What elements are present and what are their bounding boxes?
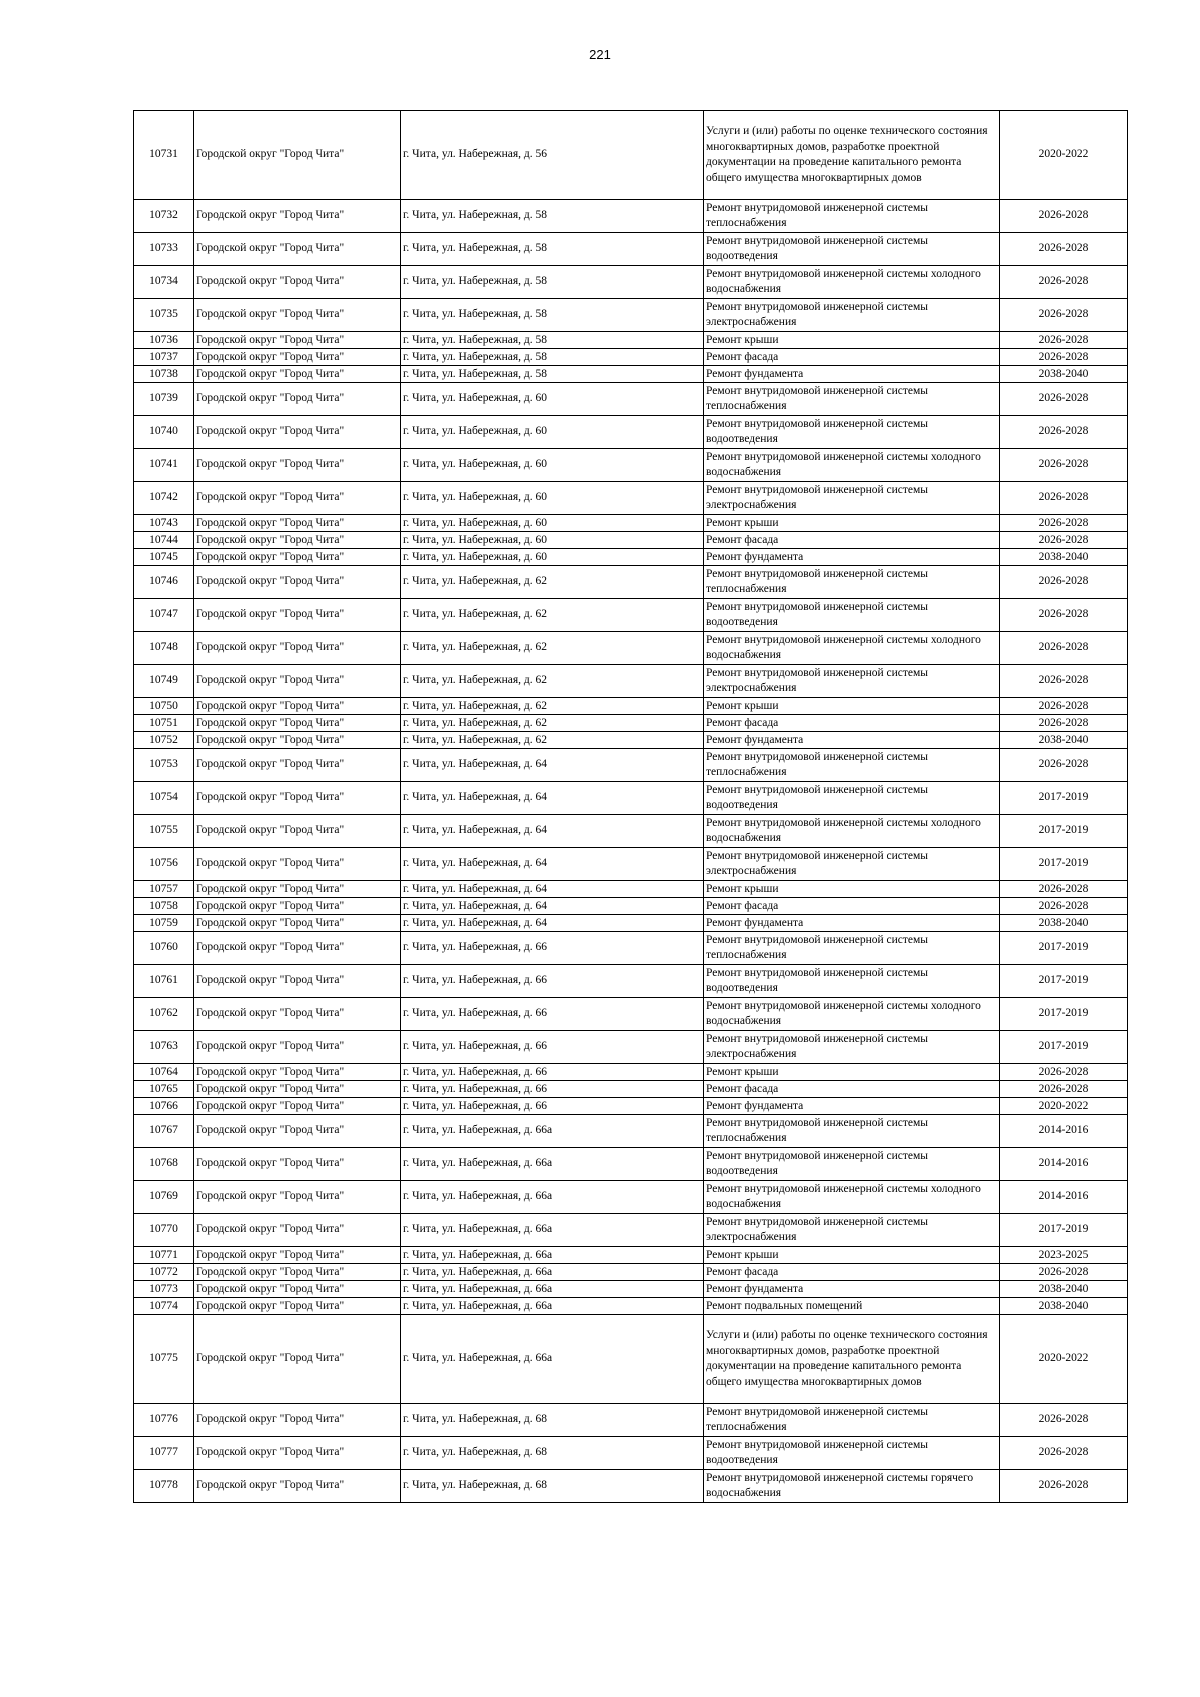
row-number-cell: 10761 (134, 965, 194, 998)
address-cell: г. Чита, ул. Набережная, д. 66а (401, 1298, 704, 1315)
work-type-cell: Ремонт фундамента (704, 1098, 1000, 1115)
row-number-cell: 10770 (134, 1214, 194, 1247)
table-row (134, 1181, 1128, 1214)
municipality-cell: Городской округ "Город Чита" (194, 549, 401, 566)
municipality-cell: Городской округ "Город Чита" (194, 200, 401, 233)
municipality-cell: Городской округ "Город Чита" (194, 1148, 401, 1181)
address-cell: г. Чита, ул. Набережная, д. 62 (401, 732, 704, 749)
period-cell: 2017-2019 (1000, 965, 1128, 998)
table-row (134, 366, 1128, 383)
address-cell: г. Чита, ул. Набережная, д. 64 (401, 898, 704, 915)
period-cell: 2038-2040 (1000, 366, 1128, 383)
period-cell: 2026-2028 (1000, 482, 1128, 515)
address-cell: г. Чита, ул. Набережная, д. 58 (401, 299, 704, 332)
municipality-cell: Городской округ "Город Чита" (194, 1064, 401, 1081)
period-cell: 2038-2040 (1000, 732, 1128, 749)
table-row (134, 383, 1128, 416)
row-number-cell: 10754 (134, 782, 194, 815)
period-cell: 2017-2019 (1000, 932, 1128, 965)
table-row (134, 515, 1128, 532)
address-cell: г. Чита, ул. Набережная, д. 68 (401, 1404, 704, 1437)
table-row (134, 299, 1128, 332)
table-row (134, 732, 1128, 749)
municipality-cell: Городской округ "Город Чита" (194, 332, 401, 349)
address-cell: г. Чита, ул. Набережная, д. 66 (401, 1064, 704, 1081)
work-type-cell: Ремонт крыши (704, 698, 1000, 715)
municipality-cell: Городской округ "Город Чита" (194, 1264, 401, 1281)
row-number-cell: 10758 (134, 898, 194, 915)
work-type-cell: Ремонт фасада (704, 532, 1000, 549)
work-type-cell: Ремонт внутридомовой инженерной системы теплоснабжения (704, 932, 1000, 965)
municipality-cell: Городской округ "Город Чита" (194, 965, 401, 998)
municipality-cell: Городской округ "Город Чита" (194, 1181, 401, 1214)
work-type-cell: Ремонт фасада (704, 349, 1000, 366)
table-row (134, 1115, 1128, 1148)
work-type-cell: Ремонт подвальных помещений (704, 1298, 1000, 1315)
municipality-cell: Городской округ "Город Чита" (194, 482, 401, 515)
municipality-cell: Городской округ "Город Чита" (194, 881, 401, 898)
table-row (134, 1081, 1128, 1098)
municipality-cell: Городской округ "Город Чита" (194, 848, 401, 881)
period-cell: 2026-2028 (1000, 1470, 1128, 1503)
period-cell: 2026-2028 (1000, 1064, 1128, 1081)
work-type-cell: Ремонт внутридомовой инженерной системы горячего водоснабжения (704, 1470, 1000, 1503)
table-row (134, 332, 1128, 349)
period-cell: 2026-2028 (1000, 266, 1128, 299)
municipality-cell: Городской округ "Город Чита" (194, 1115, 401, 1148)
table-row (134, 532, 1128, 549)
table-row (134, 233, 1128, 266)
municipality-cell: Городской округ "Город Чита" (194, 599, 401, 632)
row-number-cell: 10735 (134, 299, 194, 332)
address-cell: г. Чита, ул. Набережная, д. 66а (401, 1264, 704, 1281)
address-cell: г. Чита, ул. Набережная, д. 66 (401, 998, 704, 1031)
table-row (134, 1214, 1128, 1247)
period-cell: 2026-2028 (1000, 299, 1128, 332)
address-cell: г. Чита, ул. Набережная, д. 60 (401, 515, 704, 532)
municipality-cell: Городской округ "Город Чита" (194, 1098, 401, 1115)
work-type-cell: Ремонт внутридомовой инженерной системы водоотведения (704, 233, 1000, 266)
municipality-cell: Городской округ "Город Чита" (194, 915, 401, 932)
table-row (134, 416, 1128, 449)
table-row (134, 599, 1128, 632)
address-cell: г. Чита, ул. Набережная, д. 66 (401, 1081, 704, 1098)
municipality-cell: Городской округ "Город Чита" (194, 366, 401, 383)
municipality-cell: Городской округ "Город Чита" (194, 632, 401, 665)
address-cell: г. Чита, ул. Набережная, д. 62 (401, 632, 704, 665)
period-cell: 2017-2019 (1000, 1214, 1128, 1247)
table-row (134, 881, 1128, 898)
row-number-cell: 10748 (134, 632, 194, 665)
period-cell: 2026-2028 (1000, 749, 1128, 782)
work-type-cell: Ремонт внутридомовой инженерной системы водоотведения (704, 782, 1000, 815)
address-cell: г. Чита, ул. Набережная, д. 56 (401, 111, 704, 200)
table-row (134, 449, 1128, 482)
row-number-cell: 10751 (134, 715, 194, 732)
municipality-cell: Городской округ "Город Чита" (194, 815, 401, 848)
work-type-cell: Ремонт фасада (704, 715, 1000, 732)
work-type-cell: Ремонт фасада (704, 1081, 1000, 1098)
row-number-cell: 10763 (134, 1031, 194, 1064)
row-number-cell: 10737 (134, 349, 194, 366)
municipality-cell: Городской округ "Город Чита" (194, 1281, 401, 1298)
table-row (134, 1247, 1128, 1264)
row-number-cell: 10775 (134, 1315, 194, 1404)
work-type-cell: Ремонт фундамента (704, 732, 1000, 749)
work-type-cell: Ремонт внутридомовой инженерной системы теплоснабжения (704, 1404, 1000, 1437)
municipality-cell: Городской округ "Город Чита" (194, 1214, 401, 1247)
table-row (134, 815, 1128, 848)
work-type-cell: Ремонт фундамента (704, 1281, 1000, 1298)
work-type-cell: Ремонт крыши (704, 881, 1000, 898)
table-row (134, 266, 1128, 299)
row-number-cell: 10778 (134, 1470, 194, 1503)
row-number-cell: 10765 (134, 1081, 194, 1098)
work-type-cell: Ремонт внутридомовой инженерной системы электроснабжения (704, 665, 1000, 698)
address-cell: г. Чита, ул. Набережная, д. 66 (401, 1031, 704, 1064)
municipality-cell: Городской округ "Город Чита" (194, 566, 401, 599)
repair-schedule-table (133, 110, 1128, 1503)
work-type-cell: Ремонт внутридомовой инженерной системы холодного водоснабжения (704, 815, 1000, 848)
period-cell: 2026-2028 (1000, 698, 1128, 715)
municipality-cell: Городской округ "Город Чита" (194, 416, 401, 449)
work-type-cell: Ремонт внутридомовой инженерной системы электроснабжения (704, 1031, 1000, 1064)
municipality-cell: Городской округ "Город Чита" (194, 749, 401, 782)
municipality-cell: Городской округ "Город Чита" (194, 715, 401, 732)
address-cell: г. Чита, ул. Набережная, д. 60 (401, 532, 704, 549)
row-number-cell: 10744 (134, 532, 194, 549)
period-cell: 2026-2028 (1000, 416, 1128, 449)
period-cell: 2026-2028 (1000, 515, 1128, 532)
work-type-cell: Ремонт внутридомовой инженерной системы теплоснабжения (704, 383, 1000, 416)
address-cell: г. Чита, ул. Набережная, д. 66 (401, 932, 704, 965)
work-type-cell: Ремонт внутридомовой инженерной системы теплоснабжения (704, 749, 1000, 782)
municipality-cell: Городской округ "Город Чита" (194, 782, 401, 815)
period-cell: 2026-2028 (1000, 715, 1128, 732)
row-number-cell: 10749 (134, 665, 194, 698)
period-cell: 2026-2028 (1000, 566, 1128, 599)
table-row (134, 1404, 1128, 1437)
table-row (134, 898, 1128, 915)
municipality-cell: Городской округ "Город Чита" (194, 998, 401, 1031)
period-cell: 2026-2028 (1000, 665, 1128, 698)
work-type-cell: Ремонт фасада (704, 898, 1000, 915)
municipality-cell: Городской округ "Город Чита" (194, 111, 401, 200)
work-type-cell: Ремонт внутридомовой инженерной системы электроснабжения (704, 848, 1000, 881)
address-cell: г. Чита, ул. Набережная, д. 58 (401, 366, 704, 383)
work-type-cell: Ремонт крыши (704, 1247, 1000, 1264)
period-cell: 2017-2019 (1000, 998, 1128, 1031)
row-number-cell: 10776 (134, 1404, 194, 1437)
municipality-cell: Городской округ "Город Чита" (194, 1247, 401, 1264)
table-row (134, 715, 1128, 732)
row-number-cell: 10774 (134, 1298, 194, 1315)
work-type-cell: Ремонт внутридомовой инженерной системы водоотведения (704, 416, 1000, 449)
period-cell: 2038-2040 (1000, 915, 1128, 932)
row-number-cell: 10743 (134, 515, 194, 532)
work-type-cell: Ремонт крыши (704, 1064, 1000, 1081)
row-number-cell: 10734 (134, 266, 194, 299)
table-row (134, 111, 1128, 200)
work-type-cell: Ремонт фасада (704, 1264, 1000, 1281)
table-row (134, 932, 1128, 965)
work-type-cell: Ремонт фундамента (704, 915, 1000, 932)
period-cell: 2014-2016 (1000, 1115, 1128, 1148)
table-row (134, 782, 1128, 815)
address-cell: г. Чита, ул. Набережная, д. 58 (401, 332, 704, 349)
municipality-cell: Городской округ "Город Чита" (194, 1081, 401, 1098)
work-type-cell: Услуги и (или) работы по оценке технического состояния многоквартирных домов, разработке проектной документации на проведение капитального ремонта общего имущества многоквартирных домов (704, 111, 1000, 200)
address-cell: г. Чита, ул. Набережная, д. 60 (401, 482, 704, 515)
municipality-cell: Городской округ "Город Чита" (194, 665, 401, 698)
work-type-cell: Ремонт крыши (704, 515, 1000, 532)
address-cell: г. Чита, ул. Набережная, д. 66а (401, 1148, 704, 1181)
address-cell: г. Чита, ул. Набережная, д. 66а (401, 1315, 704, 1404)
page-number: 221 (589, 47, 611, 62)
row-number-cell: 10740 (134, 416, 194, 449)
row-number-cell: 10750 (134, 698, 194, 715)
row-number-cell: 10767 (134, 1115, 194, 1148)
period-cell: 2026-2028 (1000, 632, 1128, 665)
row-number-cell: 10736 (134, 332, 194, 349)
row-number-cell: 10777 (134, 1437, 194, 1470)
work-type-cell: Ремонт фундамента (704, 366, 1000, 383)
period-cell: 2026-2028 (1000, 599, 1128, 632)
municipality-cell: Городской округ "Город Чита" (194, 898, 401, 915)
address-cell: г. Чита, ул. Набережная, д. 58 (401, 200, 704, 233)
period-cell: 2026-2028 (1000, 349, 1128, 366)
period-cell: 2017-2019 (1000, 848, 1128, 881)
row-number-cell: 10742 (134, 482, 194, 515)
work-type-cell: Ремонт внутридомовой инженерной системы водоотведения (704, 965, 1000, 998)
period-cell: 2026-2028 (1000, 898, 1128, 915)
period-cell: 2026-2028 (1000, 532, 1128, 549)
row-number-cell: 10733 (134, 233, 194, 266)
table-row (134, 632, 1128, 665)
period-cell: 2017-2019 (1000, 782, 1128, 815)
address-cell: г. Чита, ул. Набережная, д. 60 (401, 449, 704, 482)
work-type-cell: Ремонт внутридомовой инженерной системы холодного водоснабжения (704, 998, 1000, 1031)
municipality-cell: Городской округ "Город Чита" (194, 299, 401, 332)
row-number-cell: 10769 (134, 1181, 194, 1214)
work-type-cell: Ремонт крыши (704, 332, 1000, 349)
table-row (134, 848, 1128, 881)
table-row (134, 1470, 1128, 1503)
table-row (134, 665, 1128, 698)
row-number-cell: 10738 (134, 366, 194, 383)
period-cell: 2026-2028 (1000, 233, 1128, 266)
address-cell: г. Чита, ул. Набережная, д. 58 (401, 233, 704, 266)
work-type-cell: Ремонт внутридомовой инженерной системы теплоснабжения (704, 1115, 1000, 1148)
row-number-cell: 10755 (134, 815, 194, 848)
municipality-cell: Городской округ "Город Чита" (194, 732, 401, 749)
work-type-cell: Услуги и (или) работы по оценке технического состояния многоквартирных домов, разработке проектной документации на проведение капитального ремонта общего имущества многоквартирных домов (704, 1315, 1000, 1404)
municipality-cell: Городской округ "Город Чита" (194, 532, 401, 549)
period-cell: 2014-2016 (1000, 1148, 1128, 1181)
address-cell: г. Чита, ул. Набережная, д. 62 (401, 698, 704, 715)
table-row (134, 1264, 1128, 1281)
table-row (134, 549, 1128, 566)
address-cell: г. Чита, ул. Набережная, д. 64 (401, 815, 704, 848)
municipality-cell: Городской округ "Город Чита" (194, 698, 401, 715)
work-type-cell: Ремонт внутридомовой инженерной системы электроснабжения (704, 1214, 1000, 1247)
table-row (134, 1098, 1128, 1115)
row-number-cell: 10741 (134, 449, 194, 482)
table-row (134, 915, 1128, 932)
period-cell: 2014-2016 (1000, 1181, 1128, 1214)
row-number-cell: 10760 (134, 932, 194, 965)
municipality-cell: Городской округ "Город Чита" (194, 349, 401, 366)
row-number-cell: 10764 (134, 1064, 194, 1081)
period-cell: 2017-2019 (1000, 1031, 1128, 1064)
row-number-cell: 10731 (134, 111, 194, 200)
municipality-cell: Городской округ "Город Чита" (194, 1470, 401, 1503)
row-number-cell: 10772 (134, 1264, 194, 1281)
municipality-cell: Городской округ "Город Чита" (194, 1315, 401, 1404)
address-cell: г. Чита, ул. Набережная, д. 66а (401, 1214, 704, 1247)
period-cell: 2020-2022 (1000, 1098, 1128, 1115)
table-row (134, 1281, 1128, 1298)
work-type-cell: Ремонт внутридомовой инженерной системы водоотведения (704, 599, 1000, 632)
table-row (134, 1298, 1128, 1315)
work-type-cell: Ремонт внутридомовой инженерной системы холодного водоснабжения (704, 632, 1000, 665)
table-row (134, 1148, 1128, 1181)
address-cell: г. Чита, ул. Набережная, д. 66 (401, 1098, 704, 1115)
row-number-cell: 10756 (134, 848, 194, 881)
row-number-cell: 10757 (134, 881, 194, 898)
table-row (134, 998, 1128, 1031)
table-row (134, 566, 1128, 599)
row-number-cell: 10768 (134, 1148, 194, 1181)
address-cell: г. Чита, ул. Набережная, д. 68 (401, 1437, 704, 1470)
period-cell: 2038-2040 (1000, 549, 1128, 566)
address-cell: г. Чита, ул. Набережная, д. 58 (401, 349, 704, 366)
address-cell: г. Чита, ул. Набережная, д. 64 (401, 915, 704, 932)
work-type-cell: Ремонт внутридомовой инженерной системы водоотведения (704, 1437, 1000, 1470)
table-row (134, 482, 1128, 515)
address-cell: г. Чита, ул. Набережная, д. 66а (401, 1247, 704, 1264)
period-cell: 2038-2040 (1000, 1281, 1128, 1298)
address-cell: г. Чита, ул. Набережная, д. 62 (401, 566, 704, 599)
row-number-cell: 10753 (134, 749, 194, 782)
work-type-cell: Ремонт внутридомовой инженерной системы электроснабжения (704, 299, 1000, 332)
table-row (134, 349, 1128, 366)
row-number-cell: 10732 (134, 200, 194, 233)
row-number-cell: 10746 (134, 566, 194, 599)
period-cell: 2026-2028 (1000, 383, 1128, 416)
municipality-cell: Городской округ "Город Чита" (194, 1031, 401, 1064)
address-cell: г. Чита, ул. Набережная, д. 64 (401, 881, 704, 898)
municipality-cell: Городской округ "Город Чита" (194, 383, 401, 416)
address-cell: г. Чита, ул. Набережная, д. 62 (401, 665, 704, 698)
address-cell: г. Чита, ул. Набережная, д. 68 (401, 1470, 704, 1503)
row-number-cell: 10752 (134, 732, 194, 749)
municipality-cell: Городской округ "Город Чита" (194, 515, 401, 532)
work-type-cell: Ремонт внутридомовой инженерной системы электроснабжения (704, 482, 1000, 515)
table-row (134, 698, 1128, 715)
work-type-cell: Ремонт внутридомовой инженерной системы холодного водоснабжения (704, 449, 1000, 482)
row-number-cell: 10739 (134, 383, 194, 416)
municipality-cell: Городской округ "Город Чита" (194, 266, 401, 299)
row-number-cell: 10759 (134, 915, 194, 932)
period-cell: 2026-2028 (1000, 449, 1128, 482)
work-type-cell: Ремонт внутридомовой инженерной системы теплоснабжения (704, 200, 1000, 233)
address-cell: г. Чита, ул. Набережная, д. 62 (401, 599, 704, 632)
address-cell: г. Чита, ул. Набережная, д. 66а (401, 1181, 704, 1214)
work-type-cell: Ремонт внутридомовой инженерной системы холодного водоснабжения (704, 1181, 1000, 1214)
address-cell: г. Чита, ул. Набережная, д. 66а (401, 1281, 704, 1298)
row-number-cell: 10771 (134, 1247, 194, 1264)
table-row (134, 1064, 1128, 1081)
period-cell: 2038-2040 (1000, 1298, 1128, 1315)
address-cell: г. Чита, ул. Набережная, д. 60 (401, 549, 704, 566)
table-row (134, 965, 1128, 998)
period-cell: 2023-2025 (1000, 1247, 1128, 1264)
period-cell: 2026-2028 (1000, 1404, 1128, 1437)
period-cell: 2026-2028 (1000, 1437, 1128, 1470)
table-body (134, 111, 1128, 1503)
work-type-cell: Ремонт фундамента (704, 549, 1000, 566)
row-number-cell: 10745 (134, 549, 194, 566)
address-cell: г. Чита, ул. Набережная, д. 60 (401, 383, 704, 416)
address-cell: г. Чита, ул. Набережная, д. 58 (401, 266, 704, 299)
municipality-cell: Городской округ "Город Чита" (194, 1437, 401, 1470)
address-cell: г. Чита, ул. Набережная, д. 64 (401, 749, 704, 782)
row-number-cell: 10747 (134, 599, 194, 632)
period-cell: 2026-2028 (1000, 1264, 1128, 1281)
period-cell: 2026-2028 (1000, 332, 1128, 349)
period-cell: 2020-2022 (1000, 111, 1128, 200)
row-number-cell: 10773 (134, 1281, 194, 1298)
municipality-cell: Городской округ "Город Чита" (194, 449, 401, 482)
address-cell: г. Чита, ул. Набережная, д. 64 (401, 848, 704, 881)
table-row (134, 1437, 1128, 1470)
address-cell: г. Чита, ул. Набережная, д. 62 (401, 715, 704, 732)
municipality-cell: Городской округ "Город Чита" (194, 932, 401, 965)
table-row (134, 1315, 1128, 1404)
address-cell: г. Чита, ул. Набережная, д. 66 (401, 965, 704, 998)
address-cell: г. Чита, ул. Набережная, д. 66а (401, 1115, 704, 1148)
table-row (134, 749, 1128, 782)
row-number-cell: 10762 (134, 998, 194, 1031)
work-type-cell: Ремонт внутридомовой инженерной системы водоотведения (704, 1148, 1000, 1181)
period-cell: 2026-2028 (1000, 881, 1128, 898)
table-row (134, 1031, 1128, 1064)
address-cell: г. Чита, ул. Набережная, д. 60 (401, 416, 704, 449)
period-cell: 2017-2019 (1000, 815, 1128, 848)
municipality-cell: Городской округ "Город Чита" (194, 233, 401, 266)
address-cell: г. Чита, ул. Набережная, д. 64 (401, 782, 704, 815)
period-cell: 2026-2028 (1000, 200, 1128, 233)
municipality-cell: Городской округ "Город Чита" (194, 1404, 401, 1437)
municipality-cell: Городской округ "Город Чита" (194, 1298, 401, 1315)
work-type-cell: Ремонт внутридомовой инженерной системы теплоснабжения (704, 566, 1000, 599)
row-number-cell: 10766 (134, 1098, 194, 1115)
table-row (134, 200, 1128, 233)
work-type-cell: Ремонт внутридомовой инженерной системы холодного водоснабжения (704, 266, 1000, 299)
period-cell: 2020-2022 (1000, 1315, 1128, 1404)
period-cell: 2026-2028 (1000, 1081, 1128, 1098)
